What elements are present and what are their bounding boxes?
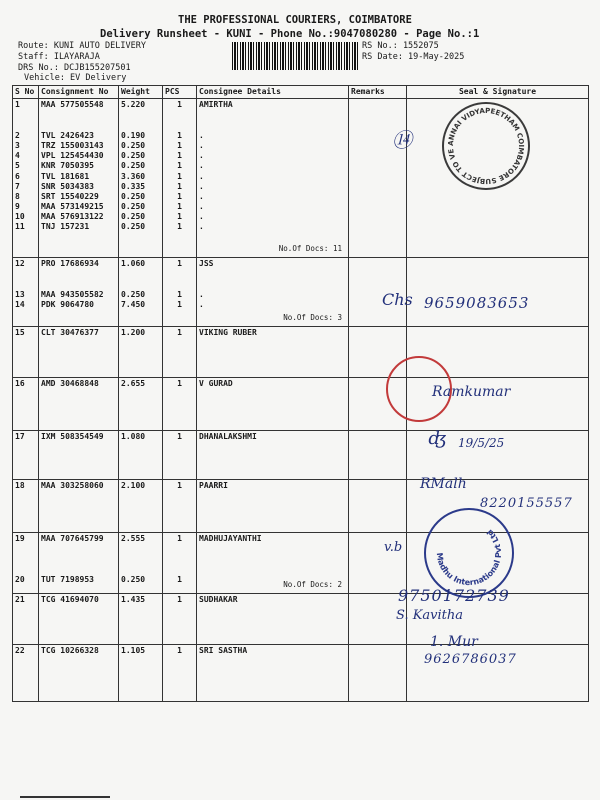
cell-cno	[39, 327, 119, 378]
rs-number: RS No.: 1552075	[362, 41, 439, 51]
cell-line: MAA 577505548	[41, 100, 104, 110]
cell-line: .	[199, 140, 204, 150]
cell-line: 0.250	[121, 202, 146, 212]
cell-line: 13	[15, 289, 25, 299]
runsheet-title: Delivery Runsheet - KUNI - Phone No.:9047080280 - Page No.:1	[100, 28, 480, 40]
cell-line: 1.060	[121, 259, 146, 269]
cell-line: .	[199, 191, 204, 201]
cell-line: AMD 30468848	[41, 379, 99, 389]
cell-line	[15, 269, 36, 279]
cell-line: IXM 508354549	[41, 432, 104, 442]
cell-line	[41, 555, 116, 565]
cell-line	[41, 269, 116, 279]
cell-wt	[119, 431, 163, 480]
cell-line: .	[199, 161, 204, 171]
cell-line: 0.335	[121, 181, 146, 191]
cell-line	[165, 544, 194, 554]
cell-details	[197, 480, 349, 533]
cell-line	[121, 269, 160, 279]
cell-line: 1	[177, 379, 182, 389]
cell-line	[165, 565, 194, 575]
cell-line: SRI SASTHA	[199, 646, 248, 656]
cell-line	[199, 555, 346, 565]
cell-line	[121, 544, 160, 554]
cell-line: 17	[15, 432, 25, 442]
cell-line: 1	[177, 212, 182, 222]
cell-line: .	[199, 151, 204, 161]
col-remarks: Remarks	[349, 86, 407, 99]
cell-line	[15, 544, 36, 554]
cell-pcs	[163, 378, 197, 431]
cell-line	[199, 121, 346, 131]
cell-line: MADHUJAYANTHI	[199, 534, 262, 544]
cell-line: 1	[177, 595, 182, 605]
cell-line: 12	[15, 259, 25, 269]
cell-line: 2.555	[121, 534, 146, 544]
handwritten-phone-22: 9626786037	[424, 652, 517, 667]
cell-line: 0.250	[121, 151, 146, 161]
cell-line: MAA 303258060	[41, 481, 104, 491]
cell-remarks	[349, 480, 407, 533]
cell-cno	[39, 594, 119, 645]
cell-line: .	[199, 181, 204, 191]
handwritten-mark-14: ⑭	[392, 128, 412, 152]
cell-line: .	[199, 130, 204, 140]
col-weight: Weight	[119, 86, 163, 99]
col-sno: S No	[13, 86, 39, 99]
cell-pcs	[163, 533, 197, 594]
cell-sno	[13, 480, 39, 533]
cell-line	[199, 544, 346, 554]
cell-line	[165, 269, 194, 279]
cell-line	[15, 280, 36, 290]
cell-line: 1	[177, 289, 182, 299]
cell-line: 1	[177, 151, 182, 161]
cell-line: 6	[15, 171, 20, 181]
cell-line: 11	[15, 222, 25, 232]
cell-line: SRT 15540229	[41, 191, 99, 201]
cell-line: .	[199, 202, 204, 212]
cell-line: TRZ 155003143	[41, 140, 104, 150]
route: Route: KUNI AUTO DELIVERY	[18, 41, 146, 51]
docs-count: No.Of Docs: 3	[283, 313, 342, 322]
signature-22: 1. Mur	[430, 634, 478, 650]
cell-line: 1	[177, 299, 182, 309]
cell-line: 2	[15, 130, 20, 140]
signature-19: v.b	[384, 540, 403, 555]
col-seal: Seal & Signature	[407, 86, 589, 99]
cell-sno	[13, 327, 39, 378]
vehicle: Vehicle: EV Delivery	[24, 73, 127, 83]
cell-line	[199, 110, 346, 120]
docs-count: No.Of Docs: 11	[278, 244, 342, 253]
cell-pcs	[163, 258, 197, 327]
handwritten-phone-12: 9659083653	[424, 294, 530, 312]
cell-line	[41, 280, 116, 290]
cell-line: 1	[177, 328, 182, 338]
cell-line: 1	[177, 481, 182, 491]
cell-wt	[119, 99, 163, 258]
cell-line: 1	[177, 140, 182, 150]
stamp2-text-ring	[426, 510, 512, 596]
verification-stamp	[442, 102, 530, 190]
cell-line: AMIRTHA	[199, 100, 233, 110]
cell-details	[197, 533, 349, 594]
cell-line: 5.220	[121, 100, 146, 110]
cell-line	[199, 269, 346, 279]
cell-line	[165, 555, 194, 565]
cell-line: .	[199, 212, 204, 222]
bottom-edge-mark	[20, 796, 110, 798]
cell-line: PDK 9064780	[41, 299, 94, 309]
cell-line: DHANALAKSHMI	[199, 432, 257, 442]
stamp-text-ring	[444, 104, 528, 188]
cell-line: 1	[177, 534, 182, 544]
cell-line: .	[199, 222, 204, 232]
cell-wt	[119, 258, 163, 327]
cell-line: 14	[15, 299, 25, 309]
col-consignee: Consignee Details	[197, 86, 349, 99]
handwritten-phone-18: 8220155557	[480, 496, 573, 511]
cell-line: 0.250	[121, 289, 146, 299]
cell-pcs	[163, 480, 197, 533]
cell-pcs	[163, 431, 197, 480]
cell-line: .	[199, 299, 204, 309]
cell-line: TVL 181681	[41, 171, 90, 181]
cell-line: TCG 41694070	[41, 595, 99, 605]
cell-cno	[39, 99, 119, 258]
cell-line: PAARRI	[199, 481, 228, 491]
cell-line: 3	[15, 140, 20, 150]
cell-line: .	[199, 289, 204, 299]
cell-details	[197, 327, 349, 378]
drs-number: DRS No.: DCJB155207501	[18, 63, 131, 73]
cell-line	[121, 121, 160, 131]
cell-line: 1.435	[121, 595, 146, 605]
cell-line: VIKING RUBER	[199, 328, 257, 338]
cell-line: 8	[15, 191, 20, 201]
cell-line: 1	[177, 191, 182, 201]
cell-line: 1	[177, 646, 182, 656]
cell-line: 21	[15, 595, 25, 605]
cell-line: 1.105	[121, 646, 146, 656]
cell-line: 4	[15, 151, 20, 161]
cell-line: 9	[15, 202, 20, 212]
cell-details	[197, 645, 349, 702]
cell-line: MAA 943505582	[41, 289, 104, 299]
cell-line: PRO 17686934	[41, 259, 99, 269]
cell-line: 7	[15, 181, 20, 191]
cell-line: TNJ 157231	[41, 222, 90, 232]
docs-count: No.Of Docs: 2	[283, 580, 342, 589]
cell-details	[197, 378, 349, 431]
cell-cno	[39, 431, 119, 480]
cell-line: MAA 573149215	[41, 202, 104, 212]
cell-line: 0.250	[121, 212, 146, 222]
cell-line: 2.100	[121, 481, 146, 491]
svg-text:ANNAI VIDYAPEETHAM COIMBATORE: ANNAI VIDYAPEETHAM COIMBATORE SUBJECT TO VE	[446, 106, 526, 186]
cell-wt	[119, 378, 163, 431]
cell-line: V GURAD	[199, 379, 233, 389]
cell-wt	[119, 533, 163, 594]
cell-sno	[13, 431, 39, 480]
cell-line: 1	[177, 222, 182, 232]
cell-line	[199, 565, 346, 575]
cell-line: 19	[15, 534, 25, 544]
rs-date: RS Date: 19-May-2025	[362, 52, 465, 62]
cell-line	[41, 121, 116, 131]
cell-line: 7.450	[121, 299, 146, 309]
company-stamp	[424, 508, 514, 598]
cell-cno	[39, 258, 119, 327]
cell-sno	[13, 378, 39, 431]
signature-17: ʤ	[428, 428, 447, 449]
cell-remarks	[349, 99, 407, 258]
cell-line	[41, 544, 116, 554]
cell-details	[197, 258, 349, 327]
cell-pcs	[163, 645, 197, 702]
company-name: THE PROFESSIONAL COURIERS, COIMBATORE	[178, 14, 412, 26]
signature-18: RMalh	[420, 476, 467, 492]
cell-line: CLT 30476377	[41, 328, 99, 338]
col-pcs: PCS	[163, 86, 197, 99]
cell-line: 1	[177, 259, 182, 269]
cell-line	[15, 110, 36, 120]
cell-line: 0.250	[121, 222, 146, 232]
cell-line: 5	[15, 161, 20, 171]
cell-line: 0.250	[121, 140, 146, 150]
cell-line	[121, 280, 160, 290]
cell-wt	[119, 480, 163, 533]
cell-line	[41, 110, 116, 120]
cell-line: 1	[15, 100, 20, 110]
cell-line: TCG 10266328	[41, 646, 99, 656]
cell-line: SNR 5034383	[41, 181, 94, 191]
cell-line: 22	[15, 646, 25, 656]
cell-cno	[39, 480, 119, 533]
cell-cno	[39, 533, 119, 594]
cell-line	[165, 280, 194, 290]
cell-line: KNR 7050395	[41, 161, 94, 171]
table-header	[13, 86, 589, 99]
handwritten-name-21: S. Kavitha	[396, 608, 464, 623]
cell-line: TUT 7198953	[41, 574, 94, 584]
cell-cno	[39, 378, 119, 431]
cell-details	[197, 431, 349, 480]
cell-line	[121, 565, 160, 575]
cell-line: 1	[177, 161, 182, 171]
cell-line: 1	[177, 171, 182, 181]
cell-remarks	[349, 645, 407, 702]
cell-line: TVL 2426423	[41, 130, 94, 140]
cell-seal	[407, 258, 589, 327]
cell-line: 1.080	[121, 432, 146, 442]
cell-line: JSS	[199, 259, 214, 269]
cell-line: 1	[177, 202, 182, 212]
cell-details	[197, 594, 349, 645]
cell-line: 1	[177, 100, 182, 110]
cell-line: SUDHAKAR	[199, 595, 238, 605]
cell-line: 0.190	[121, 130, 146, 140]
cell-pcs	[163, 327, 197, 378]
cell-line: 1.200	[121, 328, 146, 338]
cell-line	[165, 110, 194, 120]
cell-line: 15	[15, 328, 25, 338]
cell-line	[15, 555, 36, 565]
cell-line: 16	[15, 379, 25, 389]
barcode	[232, 42, 358, 70]
cell-line: 20	[15, 574, 25, 584]
table-row	[13, 258, 589, 327]
cell-line	[121, 555, 160, 565]
cell-sno	[13, 533, 39, 594]
cell-line	[121, 110, 160, 120]
cell-line	[15, 121, 36, 131]
cell-sno	[13, 258, 39, 327]
cell-line: .	[199, 171, 204, 181]
cell-pcs	[163, 99, 197, 258]
cell-sno	[13, 594, 39, 645]
table-row	[13, 327, 589, 378]
cell-line: 1	[177, 130, 182, 140]
cell-line	[199, 280, 346, 290]
cell-wt	[119, 327, 163, 378]
cell-cno	[39, 645, 119, 702]
cell-line: MAA 707645799	[41, 534, 104, 544]
cell-line: VPL 125454430	[41, 151, 104, 161]
cell-line: MAA 576913122	[41, 212, 104, 222]
cell-wt	[119, 645, 163, 702]
signature-12: Chs	[382, 290, 413, 309]
cell-sno	[13, 99, 39, 258]
cell-line: 0.250	[121, 574, 146, 584]
handwritten-date-17: 19/5/25	[458, 436, 505, 450]
cell-line: 1	[177, 432, 182, 442]
cell-line: 18	[15, 481, 25, 491]
cell-line: 1	[177, 181, 182, 191]
cell-line	[15, 565, 36, 575]
cell-line: 10	[15, 212, 25, 222]
signature-16: Ramkumar	[432, 384, 511, 400]
cell-line: 0.250	[121, 191, 146, 201]
col-consignment: Consignment No	[39, 86, 119, 99]
cell-sno	[13, 645, 39, 702]
cell-remarks	[349, 431, 407, 480]
staff: Staff: ILAYARAJA	[18, 52, 100, 62]
cell-line	[41, 565, 116, 575]
cell-wt	[119, 594, 163, 645]
cell-details	[197, 99, 349, 258]
cell-line: 0.250	[121, 161, 146, 171]
cell-pcs	[163, 594, 197, 645]
cell-line: 1	[177, 574, 182, 584]
cell-line	[165, 121, 194, 131]
svg-text:Madhu International Pvt Ltd: Madhu International Pvt Ltd	[434, 527, 504, 588]
handwritten-phone-21: 9750172739	[398, 586, 510, 605]
cell-line: 3.360	[121, 171, 146, 181]
cell-line: 2.655	[121, 379, 146, 389]
